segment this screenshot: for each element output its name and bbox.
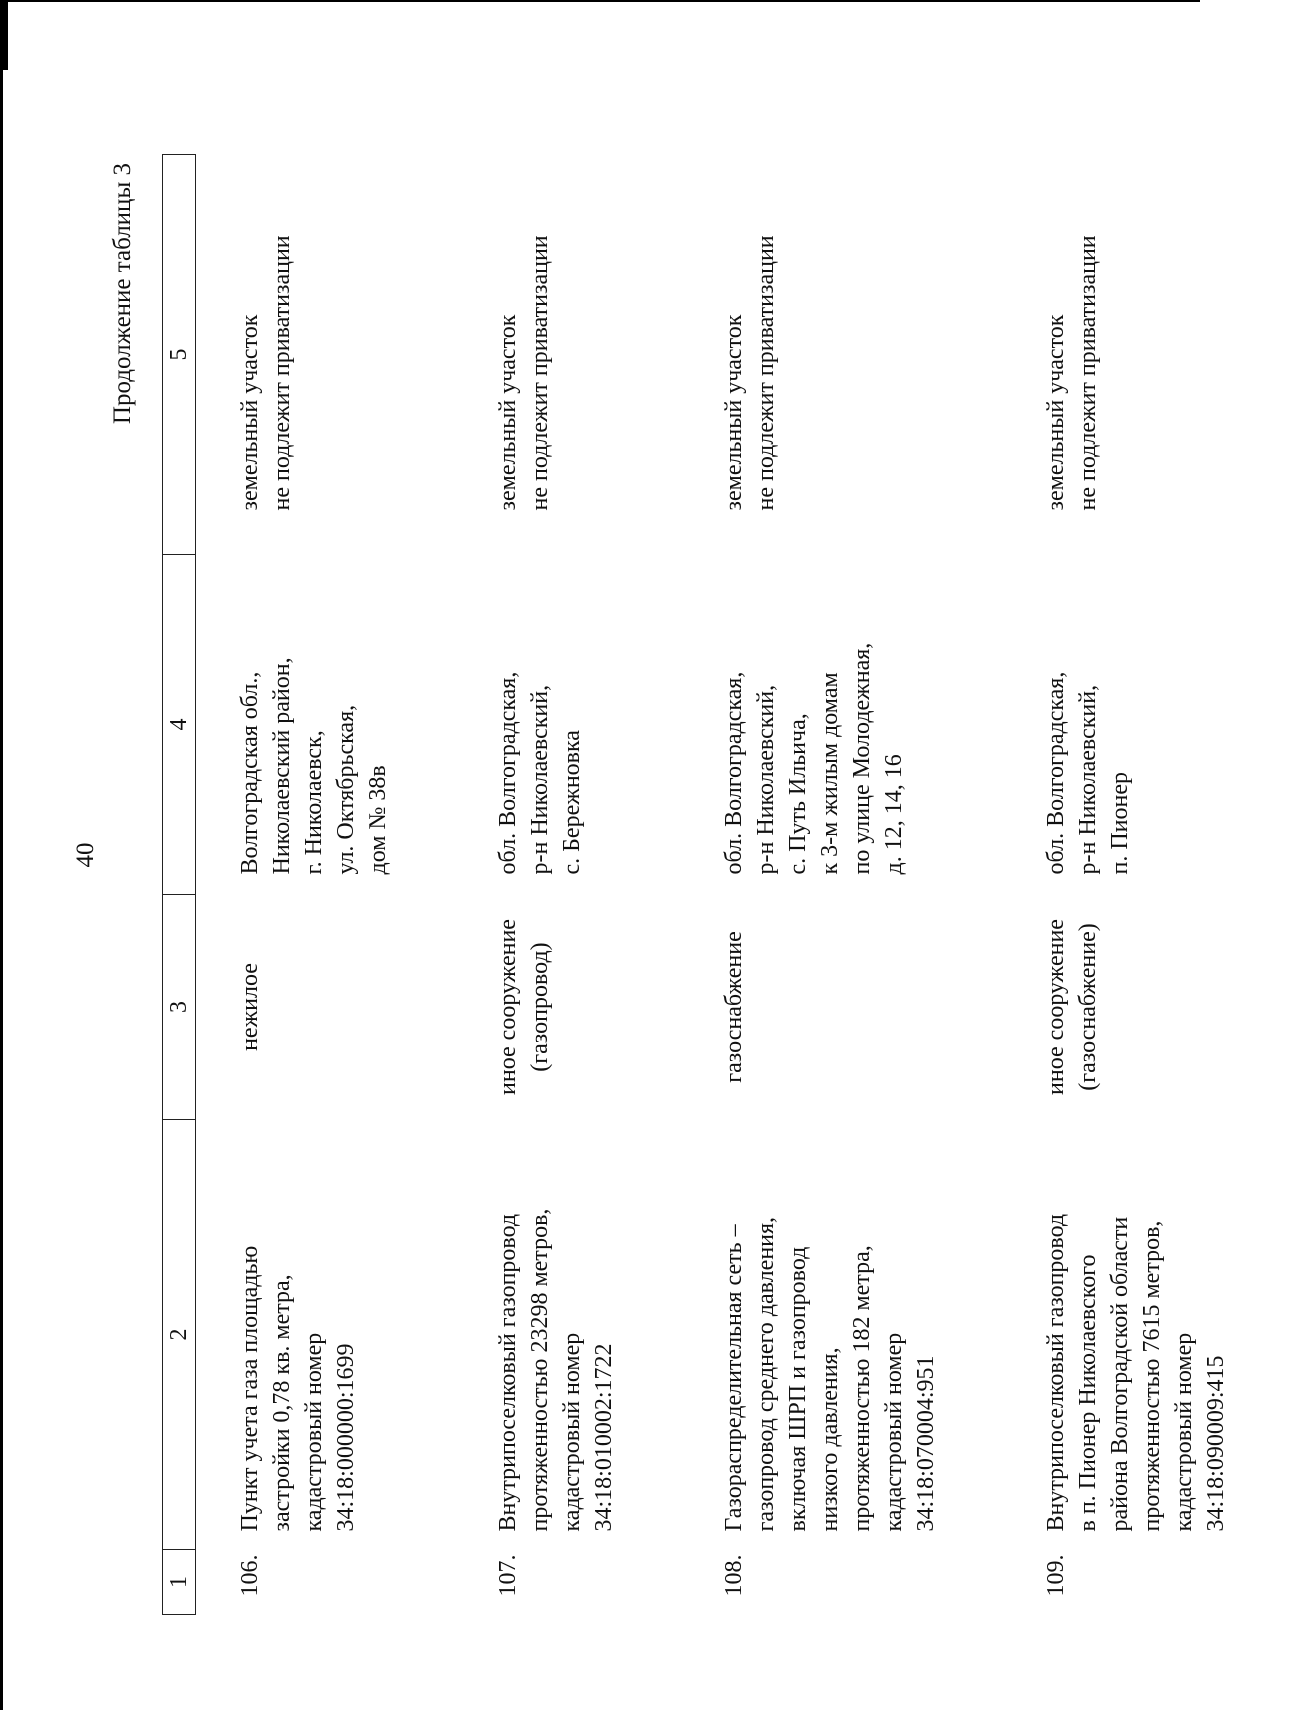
header-col-5: 5 xyxy=(163,155,196,555)
object-note-line: земельный участок xyxy=(1043,314,1069,511)
table-row xyxy=(1002,155,1292,1615)
object-description-line: Пункт учета газа площадью xyxy=(237,1245,263,1532)
object-address-line: Волгоградская обл., xyxy=(237,671,263,875)
object-address-line: р-н Николаевский, xyxy=(527,684,553,875)
object-address-cell xyxy=(680,555,1002,895)
object-address-line: обл. Волгоградская, xyxy=(1043,671,1069,875)
object-note-cell xyxy=(1002,155,1292,555)
object-description-line: района Волгоградской области xyxy=(1107,1216,1133,1532)
table-header-row xyxy=(163,155,196,1615)
table-body xyxy=(196,155,1292,1615)
object-address-cell xyxy=(196,555,455,895)
header-col-2: 2 xyxy=(163,1120,196,1550)
object-description-line: Внутрипоселковый газопровод xyxy=(495,1213,521,1532)
object-address-line: обл. Волгоградская, xyxy=(495,671,521,875)
object-description-line: 34:18:090009:415 xyxy=(1203,1355,1229,1532)
object-note-line: не подлежит приватизации xyxy=(1075,235,1101,511)
table-caption: Продолжение таблицы 3 xyxy=(109,163,136,425)
object-address-line: к 3-м жилым домам xyxy=(817,672,843,875)
object-address-line: с. Бережновка xyxy=(559,730,585,875)
object-note-cell xyxy=(680,155,1002,555)
object-description-line: застройки 0,78 кв. метра, xyxy=(269,1274,295,1532)
row-number: 108. xyxy=(721,1554,747,1597)
object-description-line: протяженностью 182 метра, xyxy=(849,1245,875,1532)
object-address-line: ул. Октябрьская, xyxy=(333,704,359,875)
object-address-line: п. Пионер xyxy=(1107,771,1133,875)
object-description-cell xyxy=(196,1120,455,1550)
object-description-line: включая ШРП и газопровод xyxy=(785,1246,811,1532)
object-note-line: не подлежит приватизации xyxy=(269,235,295,511)
object-purpose-cell xyxy=(680,895,1002,1120)
header-col-3: 3 xyxy=(163,895,196,1120)
header-col-1: 1 xyxy=(163,1550,196,1615)
object-description-line: кадастровый номер xyxy=(1171,1332,1197,1532)
object-description-line: низкого давления, xyxy=(817,1347,843,1532)
row-number: 106. xyxy=(237,1554,263,1597)
object-description-line: Внутрипоселковый газопровод xyxy=(1043,1213,1069,1532)
object-description-line: кадастровый номер xyxy=(881,1332,907,1532)
object-purpose-line: иное сооружение xyxy=(1043,919,1069,1095)
object-purpose-line: газоснабжение xyxy=(721,931,747,1083)
object-address-line: р-н Николаевский, xyxy=(753,684,779,875)
object-description-line: Газораспределительная сеть – xyxy=(721,1224,747,1532)
object-purpose-cell xyxy=(454,895,680,1120)
object-description-line: протяженностью 7615 метров, xyxy=(1139,1220,1165,1532)
object-address-line: обл. Волгоградская, xyxy=(721,671,747,875)
object-purpose-line: иное сооружение xyxy=(495,919,521,1095)
object-address-line: р-н Николаевский, xyxy=(1075,684,1101,875)
table-row xyxy=(196,155,455,1615)
object-note-line: земельный участок xyxy=(721,314,747,511)
table-row xyxy=(680,155,1002,1615)
object-purpose-line: (газопровод) xyxy=(527,942,553,1072)
property-table xyxy=(162,154,1292,1615)
object-purpose-line: (газоснабжение) xyxy=(1075,923,1101,1091)
object-description-cell xyxy=(680,1120,1002,1550)
object-address-cell xyxy=(454,555,680,895)
row-number-cell xyxy=(1002,1550,1292,1615)
header-col-4: 4 xyxy=(163,555,196,895)
page-number: 40 xyxy=(72,842,99,868)
object-note-line: земельный участок xyxy=(495,314,521,511)
object-address-line: с. Путь Ильича, xyxy=(785,713,811,875)
row-number: 107. xyxy=(495,1554,521,1597)
row-number: 109. xyxy=(1043,1554,1069,1597)
object-description-cell xyxy=(454,1120,680,1550)
object-note-cell xyxy=(454,155,680,555)
object-note-line: не подлежит приватизации xyxy=(527,235,553,511)
object-note-cell xyxy=(196,155,455,555)
object-note-line: земельный участок xyxy=(237,314,263,511)
object-description-line: кадастровый номер xyxy=(559,1332,585,1532)
object-description-line: протяженностью 23298 метров, xyxy=(527,1208,553,1532)
object-address-line: по улице Молодежная, xyxy=(849,642,875,875)
object-description-line: 34:18:000000:1699 xyxy=(333,1343,359,1532)
object-description-line: 34:18:010002:1722 xyxy=(591,1343,617,1532)
row-number-cell xyxy=(454,1550,680,1615)
object-description-line: 34:18:070004:951 xyxy=(913,1355,939,1532)
row-number-cell xyxy=(680,1550,1002,1615)
object-address-line: дом № 38в xyxy=(365,765,391,875)
row-number-cell xyxy=(196,1550,455,1615)
object-address-line: г. Николаевск, xyxy=(301,730,327,875)
object-address-cell xyxy=(1002,555,1292,895)
object-note-line: не подлежит приватизации xyxy=(753,235,779,511)
object-purpose-cell xyxy=(1002,895,1292,1120)
object-address-line: Николаевский район, xyxy=(269,657,295,875)
object-purpose-line: нежилое xyxy=(237,963,263,1051)
object-address-line: д. 12, 14, 16 xyxy=(881,754,907,875)
object-description-line: кадастровый номер xyxy=(301,1332,327,1532)
table-row xyxy=(454,155,680,1615)
object-description-cell xyxy=(1002,1120,1292,1550)
object-description-line: газопровод среднего давления, xyxy=(753,1216,779,1532)
object-description-line: в п. Пионер Николаевского xyxy=(1075,1254,1101,1532)
object-purpose-cell xyxy=(196,895,455,1120)
